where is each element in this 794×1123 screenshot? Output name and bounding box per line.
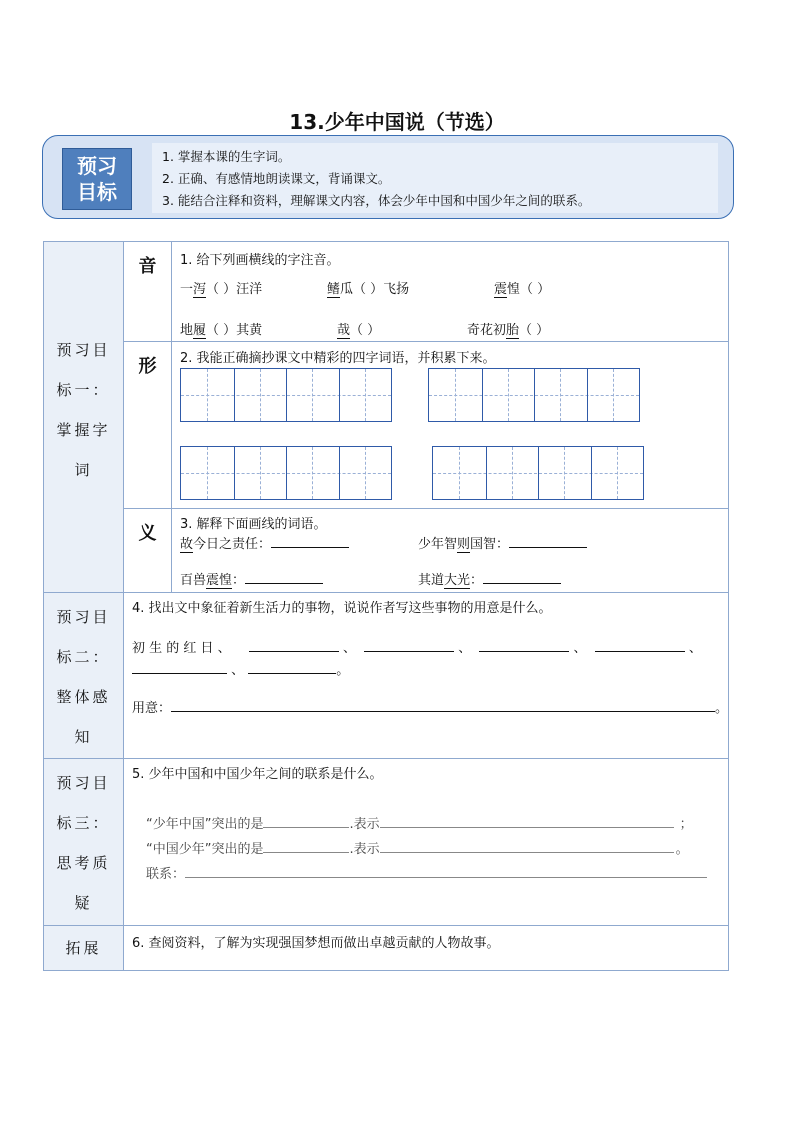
section-label-1 (44, 242, 124, 593)
section-label-line: 预习目 (56, 341, 111, 359)
section-label-line: 预习目 (56, 608, 111, 626)
section-label-line: 掌握字 (56, 421, 111, 439)
section-label-4 (44, 926, 124, 971)
category-yi: 义 (124, 509, 172, 593)
goal-item: 2. 正确、有感情地朗读课文，背诵课文。 (162, 171, 391, 186)
q4-answer-row[interactable]: 初 生 的 红 日 、 、 、 、 、 (132, 641, 702, 656)
q5-row-1[interactable]: “少年中国”突出的是 .表示 ； (146, 817, 693, 832)
q4-purpose-row[interactable]: 用意： 。 (132, 701, 729, 716)
section-label-3 (44, 759, 124, 926)
q1-item[interactable]: 地履（ ）其黄 (180, 319, 262, 339)
page-title: 13.少年中国说（节选） (289, 110, 505, 134)
q3-item[interactable]: 其道大光： (418, 569, 561, 589)
q1-prompt: 1. 给下列画横线的字注音。 (180, 253, 340, 268)
q5-cell (124, 759, 729, 926)
category-yin: 音 (124, 242, 172, 342)
section-label-line: 思考质 (56, 854, 111, 872)
worksheet-table (43, 241, 729, 971)
q1-cell (172, 242, 729, 342)
section-label-line: 标三： (56, 814, 111, 832)
q3-item[interactable]: 百兽震惶： (180, 569, 323, 589)
goal-item: 1. 掌握本课的生字词。 (162, 149, 291, 164)
q1-item[interactable]: 一泻（ ）汪洋 (180, 278, 262, 298)
q4-prompt: 4. 找出文中象征着新生活力的事物，说说作者写这些事物的用意是什么。 (132, 601, 552, 616)
q5-row-2[interactable]: “中国少年”突出的是 .表示 。 (146, 842, 689, 857)
q3-item[interactable]: 故今日之责任： (180, 533, 349, 553)
writing-grid[interactable] (428, 368, 640, 422)
goals-badge (62, 148, 132, 210)
q2-prompt: 2. 我能正确摘抄课文中精彩的四字词语，并积累下来。 (180, 351, 496, 366)
goal-item: 3. 能结合注释和资料，理解课文内容，体会少年中国和中国少年之间的联系。 (162, 193, 591, 208)
category-xing: 形 (124, 342, 172, 509)
q4-cell (124, 593, 729, 759)
q5-row-3[interactable]: 联系： (146, 863, 707, 882)
section-label-line: 疑 (74, 894, 93, 912)
section-label-line: 知 (74, 728, 93, 746)
goals-badge-line1: 预习 (77, 154, 117, 178)
q1-item[interactable]: 奇花初胎（ ） (467, 319, 549, 339)
q5-prompt: 5. 少年中国和中国少年之间的联系是什么。 (132, 767, 383, 782)
q4-answer-row2[interactable]: 、 。 (132, 659, 349, 678)
q1-item[interactable]: 鳍瓜（ ）飞扬 (327, 278, 409, 298)
q2-cell (172, 342, 729, 509)
section-label-line: 标一： (56, 381, 111, 399)
writing-grid[interactable] (180, 446, 392, 500)
section-label-line: 预习目 (56, 774, 111, 792)
section-label-line: 标二： (56, 648, 111, 666)
section-label-line: 整体感 (56, 688, 111, 706)
section-label-2 (44, 593, 124, 759)
q6-cell (124, 926, 729, 971)
section-label-line: 词 (74, 461, 93, 479)
q3-cell (172, 509, 729, 593)
writing-grid[interactable] (432, 446, 644, 500)
q6-prompt: 6. 查阅资料，了解为实现强国梦想而做出卓越贡献的人物故事。 (132, 936, 500, 951)
q3-item[interactable]: 少年智则国智： (418, 533, 587, 553)
q1-item[interactable]: 哉（ ） (337, 319, 380, 339)
q3-prompt: 3. 解释下面画线的词语。 (180, 517, 327, 532)
writing-grid[interactable] (180, 368, 392, 422)
goals-badge-line2: 目标 (77, 180, 117, 204)
goals-list (152, 143, 718, 213)
q1-item[interactable]: 震惶（ ） (494, 278, 550, 298)
section-label-line: 拓展 (65, 939, 102, 957)
